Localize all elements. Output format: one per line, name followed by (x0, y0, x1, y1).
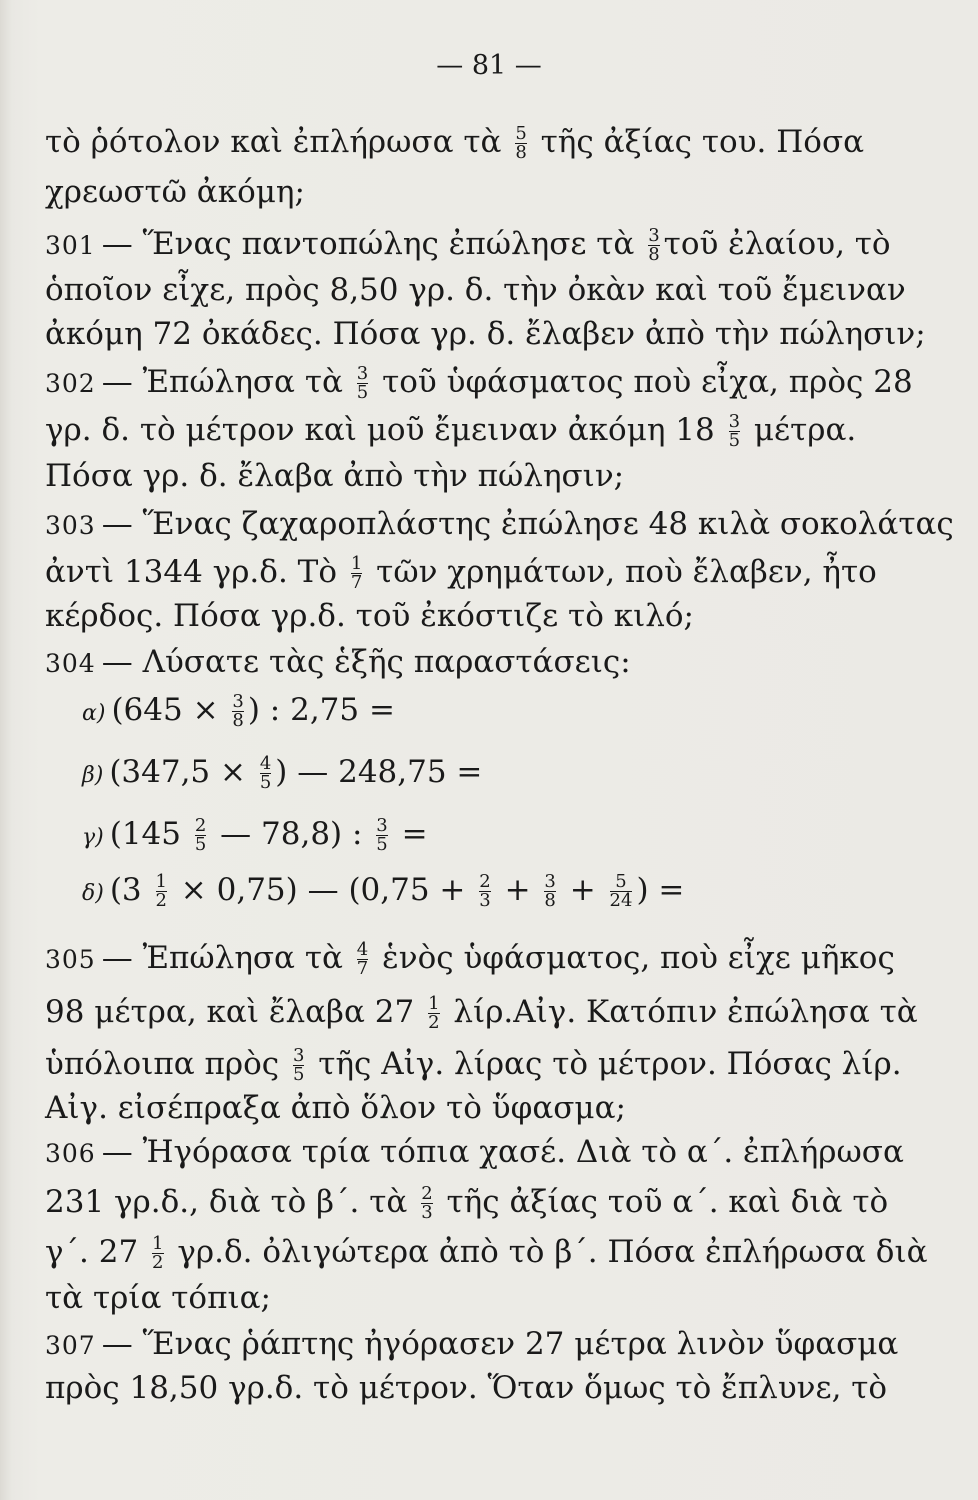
text-line: ὁποῖον εἶχε, πρὸς 8,50 γρ. δ. τὴν ὀκὰν καὶ τοῦ ἔμειναν (45, 272, 906, 308)
fraction: $\frac{4}{7}$ (356, 939, 369, 979)
expression-g: γ) (145 $\frac{2}{5}$ — 78,8) : $\frac{3}{5}$ = (82, 815, 428, 855)
fraction: $\frac{5}{24}$ (609, 871, 633, 911)
fraction: $\frac{3}{5}$ (356, 363, 369, 403)
fraction: $\frac{1}{2}$ (155, 871, 167, 911)
text-line: τὰ τρία τόπια; (45, 1280, 271, 1316)
text-line: πρὸς 18,50 γρ.δ. τὸ μέτρον. Ὅταν ὅμως τὸ ἔπλυνε, τὸ (45, 1370, 888, 1406)
text-line: ἀκόμη 72 ὀκάδες. Πόσα γρ. δ. ἔλαβεν ἀπὸ τὴν πώλησιν; (45, 316, 926, 352)
problem-301: 301 — Ἕνας παντοπώλης ἐπώλησε τὰ $\frac{3}{8}$ τοῦ ἐλαίου, τὸ (45, 225, 891, 265)
text-line: χρεωστῶ ἀκόμη; (45, 174, 305, 210)
fraction: $\frac{1}{7}$ (350, 553, 363, 593)
problem-number: 301 (45, 231, 96, 260)
text-line: ὑπόλοιπα πρὸς $\frac{3}{5}$ τῆς Αἰγ. λίρας τὸ μέτρον. Πόσας λίρ. (45, 1045, 902, 1085)
problem-number: 306 (45, 1139, 96, 1168)
expression-d: δ) (3 $\frac{1}{2}$ × 0,75) — (0,75 + $\frac{2}{3}$ + $\frac{3}{8}$ + $\frac{5}{24}$ ) = (82, 871, 685, 911)
fraction: $\frac{2}{3}$ (421, 1183, 433, 1223)
problem-303: 303 — Ἕνας ζαχαροπλάστης ἐπώλησε 48 κιλὰ σοκολάτας (45, 506, 954, 542)
fraction: $\frac{3}{8}$ (232, 691, 244, 731)
fraction: $\frac{1}{2}$ (152, 1233, 164, 1273)
text-line: Πόσα γρ. δ. ἔλαβα ἀπὸ τὴν πώλησιν; (45, 458, 625, 494)
problem-number: 303 (45, 511, 96, 540)
fraction: $\frac{3}{8}$ (648, 225, 660, 265)
text-line: 231 γρ.δ., διὰ τὸ β΄. τὰ $\frac{2}{3}$ τῆς ἀξίας τοῦ α΄. καὶ διὰ τὸ (45, 1183, 889, 1223)
problem-307: 307 — Ἕνας ῥάπτης ἠγόρασεν 27 μέτρα λινὸν ὕφασμα (45, 1326, 899, 1362)
problem-number: 305 (45, 945, 96, 974)
fraction: $\frac{1}{2}$ (428, 993, 440, 1033)
fraction: $\frac{5}{8}$ (515, 123, 527, 163)
text-line: ἀντὶ 1344 γρ.δ. Τὸ $\frac{1}{7}$ τῶν χρημάτων, ποὺ ἔλαβεν, ἦτο (45, 553, 877, 593)
text-line: Αἰγ. εἰσέπραξα ἀπὸ ὅλον τὸ ὕφασμα; (45, 1090, 626, 1126)
problem-302: 302 — Ἐπώλησα τὰ $\frac{3}{5}$ τοῦ ὑφάσματος ποὺ εἶχα, πρὸς 28 (45, 363, 913, 403)
text-line: γρ. δ. τὸ μέτρον καὶ μοῦ ἔμειναν ἀκόμη 18 $\frac{3}{5}$ μέτρα. (45, 411, 857, 451)
problem-306: 306 — Ἠγόρασα τρία τόπια χασέ. Διὰ τὸ α΄. ἐπλήρωσα (45, 1134, 904, 1170)
text-line: γ΄. 27 $\frac{1}{2}$ γρ.δ. ὀλιγώτερα ἀπὸ τὸ β΄. Πόσα ἐπλήρωσα διὰ (45, 1233, 928, 1273)
problem-304: 304 — Λύσατε τὰς ἑξῆς παραστάσεις: (45, 644, 631, 680)
fraction: $\frac{2}{3}$ (479, 871, 491, 911)
expression-a: α) (645 × $\frac{3}{8}$ ) : 2,75 = (82, 691, 395, 731)
text-line: κέρδος. Πόσα γρ.δ. τοῦ ἐκόστιζε τὸ κιλό; (45, 598, 695, 634)
fraction: $\frac{3}{8}$ (544, 871, 556, 911)
fraction: $\frac{2}{5}$ (194, 815, 207, 855)
fraction: $\frac{3}{5}$ (293, 1045, 305, 1085)
problem-305: 305 — Ἐπώλησα τὰ $\frac{4}{7}$ ἑνὸς ὑφάσματος, ποὺ εἶχε μῆκος (45, 939, 895, 979)
text-line: 98 μέτρα, καὶ ἔλαβα 27 $\frac{1}{2}$ λίρ.Αἰγ. Κατόπιν ἐπώλησα τὰ (45, 993, 918, 1033)
page-number: — 81 — (436, 50, 542, 81)
problem-number: 302 (45, 369, 96, 398)
fraction: $\frac{3}{5}$ (728, 411, 741, 451)
expression-b: β) (347,5 × $\frac{4}{5}$ ) — 248,75 = (82, 753, 483, 793)
fraction: $\frac{3}{5}$ (376, 815, 388, 855)
text-line: τὸ ῥότολον καὶ ἐπλήρωσα τὰ $\frac{5}{8}$ τῆς ἀξίας του. Πόσα (45, 123, 865, 163)
fraction: $\frac{4}{5}$ (259, 753, 272, 793)
problem-number: 307 (45, 1331, 96, 1360)
problem-number: 304 (45, 649, 96, 678)
